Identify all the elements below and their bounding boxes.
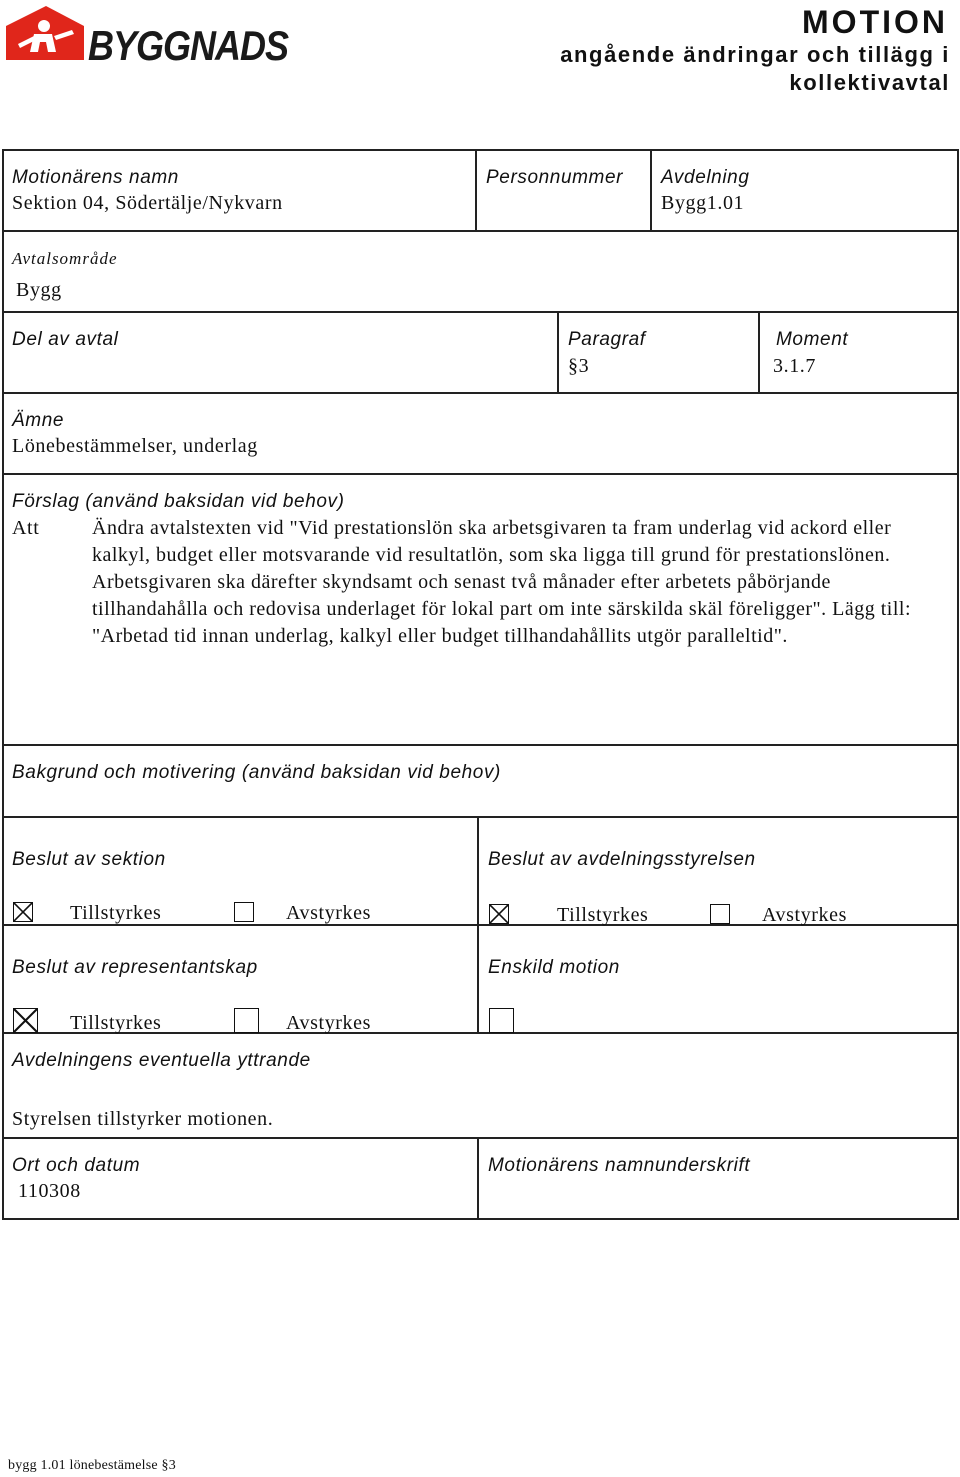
- avtalsomrade-value: Bygg: [16, 279, 62, 301]
- del-av-avtal-label: Del av avtal: [12, 329, 119, 350]
- checkmark-x-icon: [14, 1009, 37, 1032]
- enskild-motion-label: Enskild motion: [488, 957, 620, 978]
- yttrande-value: Styrelsen tillstyrker motionen.: [12, 1108, 274, 1130]
- beslut-representantskap-label: Beslut av representantskap: [12, 957, 258, 978]
- amne-label: Ämne: [12, 410, 65, 431]
- logo-mark-icon: [4, 4, 86, 62]
- representantskap-avstyrkes-checkbox[interactable]: [234, 1008, 259, 1033]
- beslut-avdelning-label: Beslut av avdelningsstyrelsen: [488, 849, 756, 870]
- enskild-motion-checkbox[interactable]: [489, 1008, 514, 1033]
- forslag-label: Förslag (använd baksidan vid behov): [12, 491, 345, 512]
- forslag-text: Ändra avtalstexten vid "Vid prestationslön ska arbetsgivaren ta fram underlag vid ackord eller kalkyl, budget eller motsvarande vid resultatlön, som ska ligga till grund för prestationslönen. Arbetsgivaren ska därefter skyndsamt och senast två månader efter arbetets påbörjande tillhandahålla och redovisa underlaget för lokal part om inte särskilda skäl föreligger". Lägg till: "Arbetad tid innan underlag, kalkyl eller budget tillhandahållits utgör paralleltid".: [92, 517, 912, 647]
- yttrande-label: Avdelningens eventuella yttrande: [12, 1050, 311, 1071]
- checkmark-x-icon: [14, 903, 32, 921]
- avdelning-value: Bygg1.01: [661, 192, 745, 214]
- sektion-tillstyrkes-label: Tillstyrkes: [70, 902, 162, 924]
- avdelning-label: Avdelning: [661, 167, 750, 188]
- paragraf-value: §3: [568, 355, 590, 377]
- representantskap-tillstyrkes-label: Tillstyrkes: [70, 1012, 162, 1034]
- motionar-label: Motionärens namn: [12, 167, 179, 188]
- page-subtitle-line1: angående ändringar och tillägg i: [560, 42, 950, 67]
- avdelning-tillstyrkes-checkbox[interactable]: [489, 904, 509, 924]
- avdelning-avstyrkes-label: Avstyrkes: [762, 904, 848, 926]
- sektion-tillstyrkes-checkbox[interactable]: [13, 902, 33, 922]
- avtalsomrade-label: Avtalsområde: [12, 249, 118, 268]
- avdelning-tillstyrkes-label: Tillstyrkes: [557, 904, 649, 926]
- paragraf-label: Paragraf: [568, 329, 646, 350]
- checkmark-x-icon: [490, 905, 508, 923]
- byggnads-logo: [4, 4, 289, 70]
- beslut-sektion-label: Beslut av sektion: [12, 849, 166, 870]
- underskrift-label: Motionärens namnunderskrift: [488, 1155, 751, 1176]
- att-label: Att: [12, 517, 40, 539]
- representantskap-tillstyrkes-checkbox[interactable]: [13, 1008, 38, 1033]
- ort-datum-value: 110308: [18, 1180, 81, 1202]
- ort-datum-label: Ort och datum: [12, 1155, 141, 1176]
- moment-label: Moment: [776, 329, 849, 350]
- amne-value: Lönebestämmelser, underlag: [12, 435, 258, 457]
- representantskap-avstyrkes-label: Avstyrkes: [286, 1012, 372, 1034]
- sektion-avstyrkes-checkbox[interactable]: [234, 902, 254, 922]
- avdelning-avstyrkes-checkbox[interactable]: [710, 904, 730, 924]
- bakgrund-label: Bakgrund och motivering (använd baksidan vid behov): [12, 762, 501, 783]
- personnummer-label: Personnummer: [486, 167, 624, 188]
- page-subtitle-line2: kollektivavtal: [789, 70, 950, 95]
- page-title: MOTION: [802, 4, 948, 40]
- sektion-avstyrkes-label: Avstyrkes: [286, 902, 372, 924]
- moment-value: 3.1.7: [773, 355, 816, 377]
- motionar-value: Sektion 04, Södertälje/Nykvarn: [12, 192, 283, 214]
- footer-text: bygg 1.01 lönebestämelse §3: [8, 1458, 176, 1473]
- brand-name: BYGGNADS: [88, 22, 289, 70]
